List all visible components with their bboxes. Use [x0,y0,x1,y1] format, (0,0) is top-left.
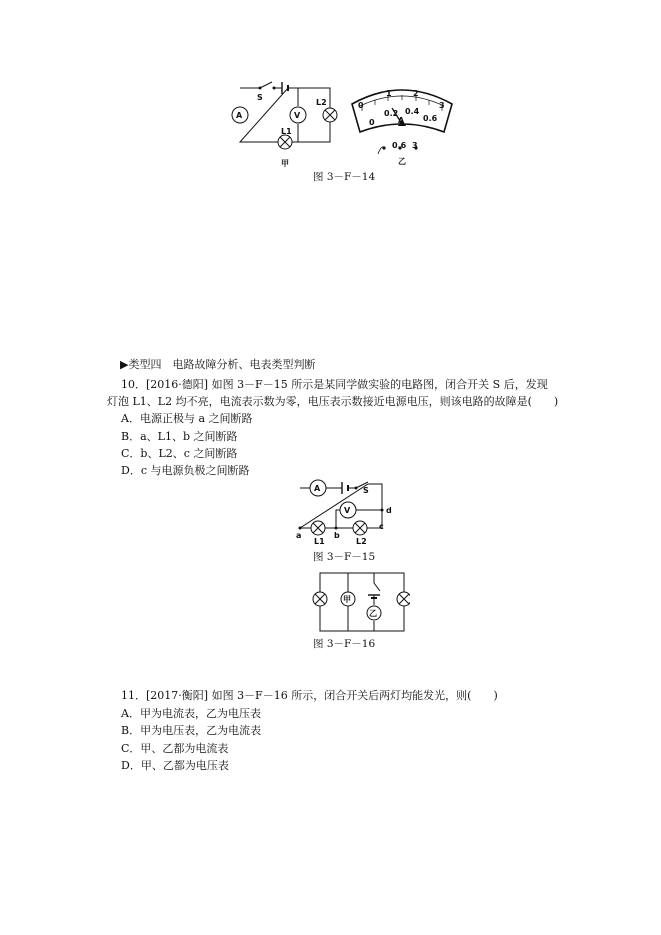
figure-16-caption: 图 3－F－16 [313,638,376,650]
q11-option-b: B．甲为电压表，乙为电流表 [121,724,262,737]
fig15-node-c: c [379,522,384,531]
ammeter-label: A [236,111,243,120]
dial-bottom-06: 0.6 [423,114,438,123]
fig15-node-a: a [296,531,302,540]
dial-top-2: 2 [413,89,419,98]
q11-option-c: C．甲、乙都为电流表 [121,742,229,755]
figure-14-caption: 图 3－F－14 [313,171,376,183]
q11-stem: 11．[2017·衡阳] 如图 3－F－16 所示，闭合开关后两灯均能发光，则( ) [121,689,498,702]
section-title: ▶类型四 电路故障分析、电表类型判断 [120,358,316,371]
figure-15-caption: 图 3－F－15 [313,551,376,563]
fig15-node-b: b [334,531,340,540]
q10-option-b: B．a、L1、b 之间断路 [121,430,238,443]
dial-bottom-02: 0.2 [384,109,399,118]
sub-label-yi: 乙 [398,157,406,166]
q10-stem-line1: 10．[2016·德阳] 如图 3－F－15 所示是某同学做实验的电路图，闭合开关 S 后，发现 [121,378,548,391]
terminal-3: 3 [412,141,418,150]
q10-option-a: A．电源正极与 a 之间断路 [121,412,253,425]
q11-option-a: A．甲为电流表，乙为电压表 [121,707,261,720]
fig16-meter-yi-label: 乙 [369,609,377,618]
dial-bottom-04: 0.4 [405,107,420,116]
figure-16-circuit [310,567,410,637]
voltmeter-label: V [294,111,301,120]
sub-label-jia: 甲 [281,159,289,168]
dial-unit: A [398,116,405,125]
switch-label: S [257,93,263,102]
q10-option-d: D．c 与电源负极之间断路 [121,464,250,477]
dial-top-1: 1 [386,89,392,98]
q10-stem-line2: 灯泡 L1、L2 均不亮，电流表示数为零，电压表示数接近电源电压，则该电路的故障是( ) [107,395,559,408]
q10-option-c: C．b、L2、c 之间断路 [121,447,238,460]
lamp-l2-label: L2 [316,98,327,107]
fig15-lamp-l2-label: L2 [356,537,367,546]
fig15-ammeter-label: A [314,484,321,493]
dial-top-0: 0 [358,101,364,110]
fig15-lamp-l1-label: L1 [314,537,325,546]
fig15-node-d: d [386,506,392,515]
lamp-l1-label: L1 [281,127,292,136]
fig16-meter-jia-label: 甲 [343,595,351,604]
dial-top-3: 3 [439,101,445,110]
q11-option-d: D．甲、乙都为电压表 [121,759,229,772]
terminal-06: 0.6 [392,141,407,150]
fig15-switch-label: S [363,486,369,495]
dial-bottom-0: 0 [369,118,375,127]
fig15-voltmeter-label: V [344,506,351,515]
